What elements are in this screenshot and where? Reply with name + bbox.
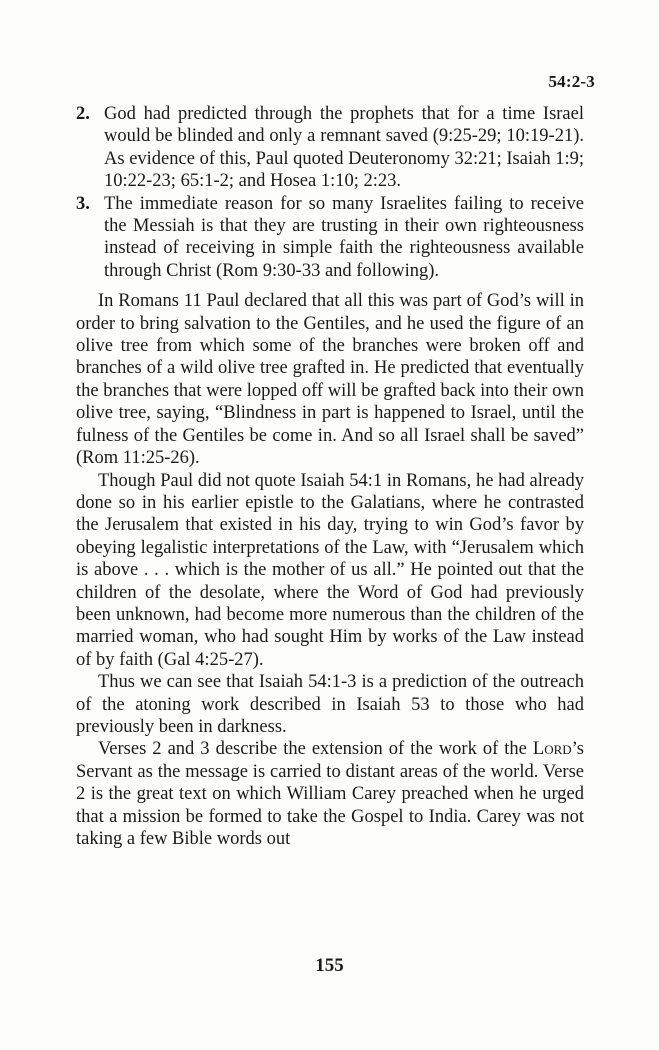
running-head: 54:2-3 [548,72,595,91]
paragraph-galatians: Though Paul did not quote Isaiah 54:1 in Romans, he had already done so in his earlier epistle to the Galatians, where he contrasted the Jerusalem that existed in his day, trying to win God’s favor by obeying legalistic interpretations of the Law, with “Jerusalem which is above . . . which is the mother of us all.” He pointed out that the children of the desolate, where the Word of God had previously been unknown, had become more numerous than the children of the married woman, who had sought Him by works of the Law instead of by faith (Gal 4:25-27). [76,470,584,670]
list-item-text: The immediate reason for so many Israelites failing to receive the Messiah is that they are trusting in their own righteousness instead of receiving in simple faith the righteousness available through Christ (Rom 9:30-33 and following). [104,193,584,281]
numbered-list [76,103,584,282]
paragraph-romans-11: In Romans 11 Paul declared that all this was part of God’s will in order to bring salvation to the Gentiles, and he used the figure of an olive tree from which some of the branches were broken off and branches of a wild olive tree grafted in. He predicted that eventually the branches that were lopped off will be grafted back into their own olive tree, saying, “Blindness in part is happened to Israel, until the fulness of the Gentiles be come in. And so all Israel shall be saved” (Rom 11:25-26). [76,291,584,469]
list-item-text: God had predicted through the prophets that for a time Israel would be blinded and only a remnant saved (9:25-29; 10:19-21). As evidence of this, Paul quoted Deuteronomy 32:21; Isaiah 1:9; 10:22-23; 65:1-2; and Hosea 1:10; 2:23. [104,104,584,192]
list-item-number: 2. [76,104,90,124]
list-item [76,193,584,283]
page-number: 155 [315,955,344,976]
list-item-number: 3. [76,193,90,214]
body-text [76,103,584,850]
paragraph-isaiah-prediction: Thus we can see that Isaiah 54:1-3 is a prediction of the outreach of the atoning work described in Isaiah 53 to those who had previously been in darkness. [76,672,584,737]
paragraph-william-carey [76,738,584,850]
lord-small-caps: Lord [532,739,572,760]
paragraph-text-start: Verses 2 and 3 describe the extension of the work of the [98,739,533,760]
list-item [76,103,584,193]
paragraph-text-rest: ’s Servant as the message is carried to distant areas of the world. Verse 2 is the great text on which William Carey preached when he urged that a mission be formed to take the Gospel to India. Carey was not taking a few Bible words out [76,739,584,849]
